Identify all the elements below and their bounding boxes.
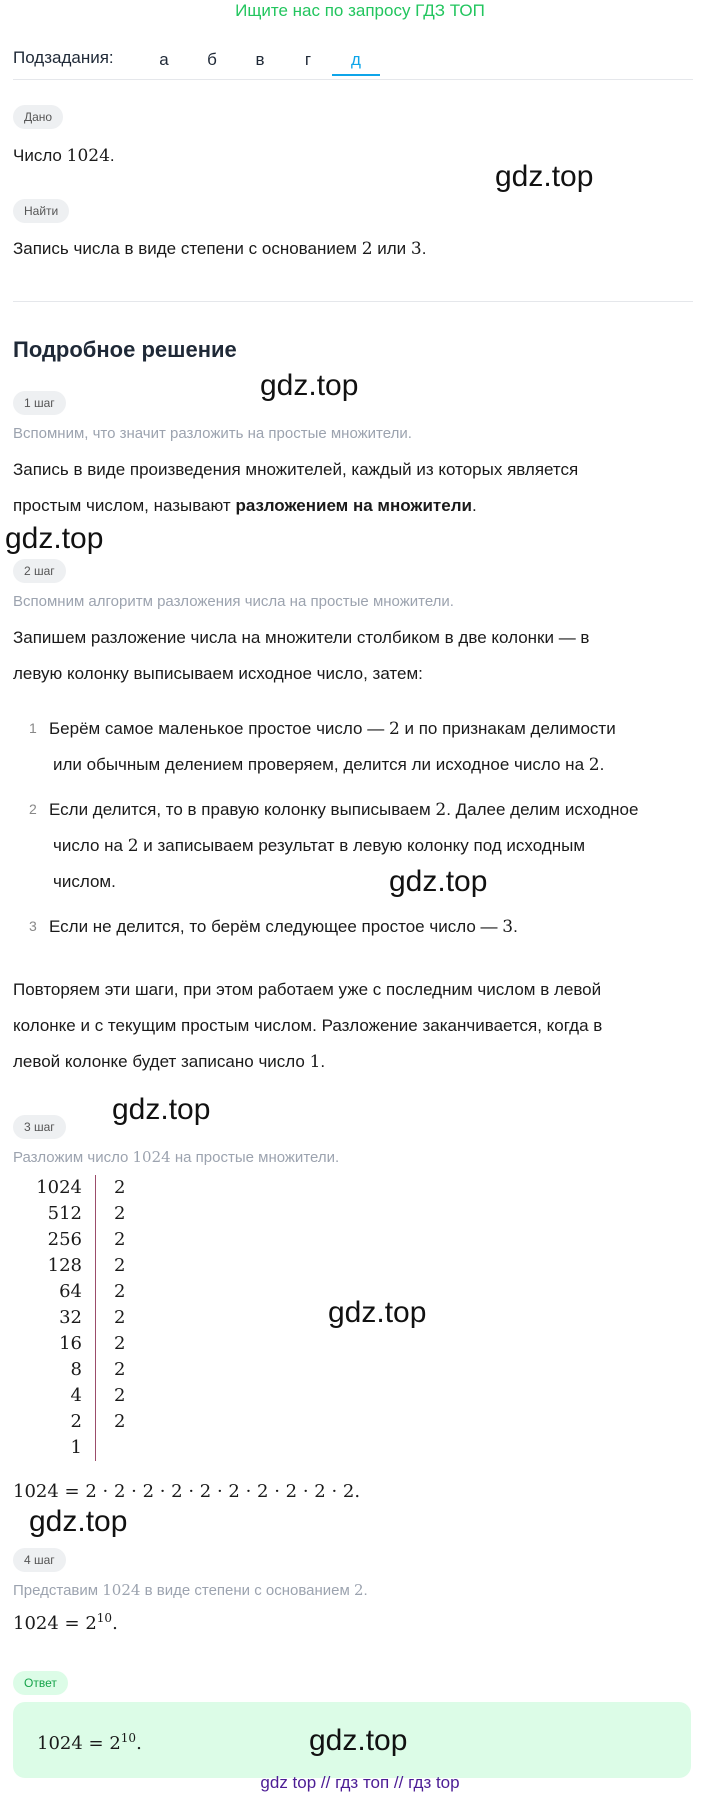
step2-para3: левой колонке будет записано число 1. [13, 1052, 326, 1072]
watermark: gdz.top [112, 1093, 211, 1126]
table-row: 256 2 [47, 1229, 126, 1250]
table-row: 64 2 [59, 1281, 126, 1302]
tabs-divider [13, 79, 693, 80]
subtasks-label: Подзадания: [13, 48, 114, 67]
list-item-number: 1 [29, 720, 37, 736]
step2-badge: 2 шаг [13, 559, 66, 583]
step4-badge: 4 шаг [13, 1548, 66, 1572]
step1-hint: Вспомним, что значит разложить на простые множители. [13, 425, 412, 442]
step3-hint: Разложим число 1024 на простые множители. [13, 1148, 340, 1166]
step4-result: $1024 = 2^{10}$. [13, 1611, 118, 1634]
table-row: 1 [70, 1437, 82, 1458]
answer-badge: Ответ [13, 1671, 68, 1695]
find-badge: Найти [13, 199, 69, 223]
list-item: или обычным делением проверяем, делится ли исходное число на 2. [53, 755, 605, 775]
table-row: 512 2 [47, 1203, 126, 1224]
list-item: Если не делится, то берём следующее простое число — 3. [49, 917, 518, 937]
table-row: 8 2 [70, 1359, 126, 1380]
watermark: gdz.top [495, 160, 594, 193]
tab-v[interactable]: в [255, 50, 265, 69]
watermark: gdz.top [309, 1724, 408, 1757]
step1-badge: 1 шаг [13, 391, 66, 415]
step1-line1: Запись в виде произведения множителей, каждый из которых является [13, 460, 579, 479]
section-divider [13, 301, 693, 302]
watermark: gdz.top [260, 369, 359, 402]
table-row: 128 2 [47, 1255, 126, 1276]
step4-hint: Представим 1024 в виде степени с основанием 2. [13, 1581, 368, 1599]
tab-g[interactable]: г [304, 50, 312, 69]
list-item: число на 2 и записываем результат в левую колонку под исходным [53, 836, 586, 856]
list-item: Берём самое маленькое простое число — 2 и по признакам делимости [49, 719, 616, 739]
list-item-number: 3 [29, 918, 37, 934]
table-row: 4 2 [70, 1385, 126, 1406]
solution-heading: Подробное решение [13, 337, 237, 362]
given-badge: Дано [13, 105, 63, 129]
list-item-number: 2 [29, 801, 37, 817]
watermark: gdz.top [389, 865, 488, 898]
step2-line1: Запишем разложение числа на множители столбиком в две колонки — в [13, 628, 590, 647]
answer-value: $1024 = 2^{10}$. [37, 1731, 142, 1754]
tab-b[interactable]: б [207, 50, 217, 69]
step2-para1: Повторяем эти шаги, при этом работаем уже с последним числом в левой [13, 980, 602, 999]
step2-line2: левую колонку выписываем исходное число, затем: [13, 664, 423, 683]
step2-hint: Вспомним алгоритм разложения числа на простые множители. [13, 593, 454, 610]
tab-d[interactable]: д [332, 46, 380, 76]
table-row: 2 2 [70, 1411, 126, 1432]
find-text: Запись числа в виде степени с основанием 2 или 3. [13, 239, 427, 259]
step3-result: 1024 = 2 · 2 · 2 · 2 · 2 · 2 · 2 · 2 · 2 · 2. [13, 1481, 361, 1502]
factorization-table [28, 1177, 168, 1463]
table-row: 32 2 [59, 1307, 126, 1328]
step1-line2: простым числом, называют разложением на множители. [13, 496, 477, 515]
watermark: gdz.top [328, 1296, 427, 1329]
table-row: 16 2 [59, 1333, 126, 1354]
step3-badge: 3 шаг [13, 1115, 66, 1139]
table-row: 1024 2 [36, 1177, 126, 1198]
term-bold: разложением на множители [235, 496, 472, 515]
tab-a[interactable]: а [159, 50, 169, 69]
watermark: gdz.top [29, 1505, 128, 1538]
given-text: Число 1024. [13, 146, 115, 166]
footer-links[interactable]: gdz top // гдз топ // гдз top [260, 1773, 460, 1792]
watermark: gdz.top [5, 522, 104, 555]
subtask-tabs [140, 46, 380, 76]
list-item: Если делится, то в правую колонку выписываем 2. Далее делим исходное [49, 800, 639, 820]
step2-para2: колонке и с текущим простым числом. Разложение заканчивается, когда в [13, 1016, 603, 1035]
search-banner[interactable]: Ищите нас по запросу ГДЗ ТОП [235, 1, 485, 20]
list-item: числом. [53, 872, 116, 891]
